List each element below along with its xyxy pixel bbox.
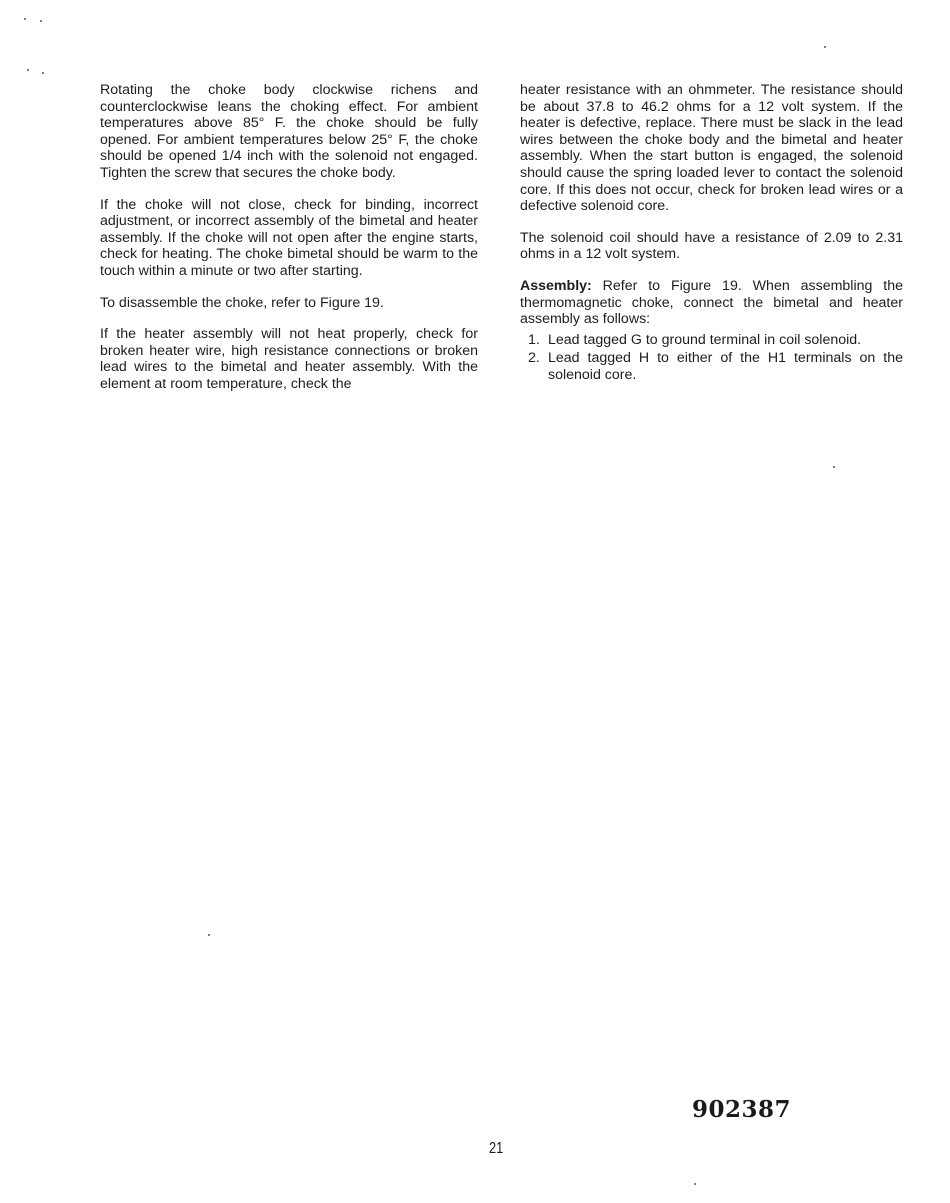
scan-speck: [208, 934, 210, 936]
assembly-label: Assembly:: [520, 277, 592, 294]
document-number: 902387: [692, 1096, 792, 1123]
paragraph-solenoid-resistance: The solenoid coil should have a resistance of 2.09 to 2.31 ohms in a 12 volt system.: [520, 229, 903, 263]
list-item: [520, 350, 903, 383]
paragraph-heater-resistance: heater resistance with an ohmmeter. The resistance should be about 37.8 to 46.2 ohms for a 12 volt system. If the heater is defective, replace. There must be slack in the lead wires between the choke body and the bimetal and heater assembly. When the start button is engaged, the solenoid should cause the spring loaded lever to contact the solenoid core. If this does not occur, check for broken lead wires or a defective solenoid core.: [520, 82, 903, 215]
scan-speck: [27, 69, 29, 71]
page-number: 21: [489, 1140, 504, 1157]
scan-speck: [42, 72, 44, 74]
scan-speck: [824, 46, 826, 48]
step-text: Lead tagged H to either of the H1 terminals on the solenoid core.: [548, 350, 903, 383]
scan-speck: [40, 20, 42, 22]
paragraph-heater-check: If the heater assembly will not heat properly, check for broken heater wire, high resistance connections or broken lead wires to the bimetal and heater assembly. With the element at room temperature, check the: [100, 326, 478, 392]
left-column: [100, 82, 478, 408]
assembly-text: Refer to Figure 19. When assembling the thermomagnetic choke, connect the bimetal and heater assembly as follows:: [520, 277, 903, 328]
step-number: 1.: [528, 331, 540, 348]
step-number: 2.: [528, 350, 540, 367]
step-text: Lead tagged G to ground terminal in coil solenoid.: [548, 331, 862, 348]
right-column: [520, 82, 903, 386]
assembly-steps-list: [520, 332, 903, 384]
scan-speck: [694, 1183, 696, 1185]
paragraph-disassemble: To disassemble the choke, refer to Figure 19.: [100, 294, 384, 311]
paragraph-choke-rotation: Rotating the choke body clockwise richens and counterclockwise leans the choking effect. For ambient temperatures above 85° F. the choke should be fully opened. For ambient temperatures below 25° F, the choke should be opened 1/4 inch with the solenoid not engaged. Tighten the screw that secures the choke body.: [100, 82, 478, 181]
paragraph-choke-binding: If the choke will not close, check for binding, incorrect adjustment, or incorrect assembly of the bimetal and heater assembly. If the choke will not open after the engine starts, check for heating. The choke bimetal should be warm to the touch within a minute or two after starting.: [100, 196, 478, 279]
paragraph-assembly: [520, 278, 903, 328]
scan-speck: [833, 466, 835, 468]
scan-speck: [24, 18, 26, 20]
list-item: [520, 332, 903, 349]
